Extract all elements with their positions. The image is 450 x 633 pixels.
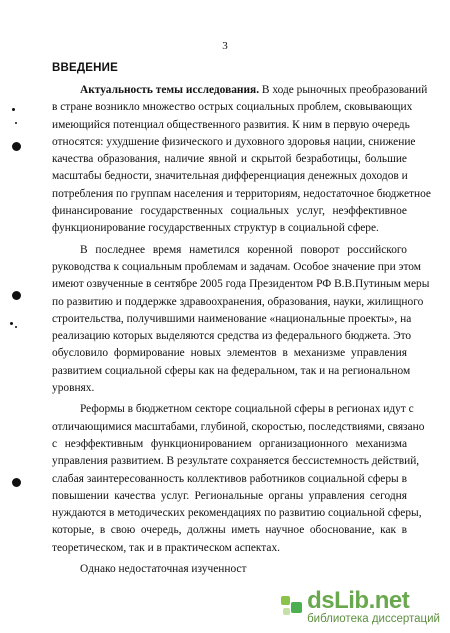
paragraph-line: потребления по группам населения и территориям, недостаточное бюджетное [52, 187, 431, 200]
paragraph-line: развитием социальной сферы как на федеральном, так и на региональном [52, 364, 411, 377]
scan-mark [10, 322, 13, 325]
paragraph-line: относятся: ухудшение физического и духовного здоровья нации, снижение [52, 135, 416, 148]
paragraph-line: обусловило формирование новых элементов в механизме управления [52, 347, 407, 360]
paragraph-line: Реформы в бюджетном секторе социальной сферы в регионах идут с [80, 403, 414, 416]
paragraph-line: повышении качества услуг. Региональные органы управления сегодня [52, 489, 407, 502]
paragraph-line: нуждаются в методических рекомендациях по развитию социальной сферы, [52, 507, 422, 520]
paragraph-line: масштабы бедности, значительная дифференциация денежных доходов и [52, 170, 408, 183]
paragraph-line: имеют озвученные в сентябре 2005 года Президентом РФ В.В.Путиным меры [52, 278, 430, 291]
paragraph-line: которые, в свою очередь, должны иметь научное обоснование, как в [52, 524, 407, 537]
paragraph-line: финансирование государственных социальных услуг, неэффективное [52, 205, 407, 218]
paragraph-line: функционирование государственных структур в социальной сфере. [52, 222, 379, 235]
document-body [52, 82, 431, 578]
site-watermark [281, 586, 440, 626]
paragraph-line: слабая заинтересованность коллективов работников социальной сферы в [52, 472, 407, 485]
paragraph-line: реализацию которых выделяются средства из федерального бюджета. Это [52, 330, 412, 343]
watermark-site-name: dsLib.net [307, 586, 410, 614]
scan-mark [15, 326, 17, 328]
paragraph-line: уровнях. [52, 382, 95, 395]
paragraph-line: управления развитием. В результате сохраняется бессистемность действий, [52, 455, 420, 468]
scan-hole-mark [12, 478, 21, 487]
paragraph-lead: Актуальность темы исследования. [80, 84, 260, 96]
paragraph-line: Однако недостаточная изученност [80, 563, 247, 576]
scan-mark [15, 122, 17, 124]
scan-hole-mark [12, 291, 21, 300]
paragraph-line: Актуальность темы исследования. В ходе рыночных преобразований [80, 84, 428, 96]
watermark-subtitle: библиотека диссертаций [307, 612, 440, 625]
paragraph-line: по развитию и поддержке здравоохранения, образования, науки, жилищного [52, 295, 424, 308]
page-number: 3 [222, 40, 228, 52]
paragraph-line: с неэффективным функционированием организационного механизма [52, 437, 407, 450]
scan-mark [12, 108, 15, 111]
section-heading: ВВЕДЕНИЕ [52, 62, 118, 74]
paragraph-line: имеющийся потенциал общественного развития. К ним в первую очередь [52, 118, 410, 131]
paragraph-line: теоретическом, так и в практическом аспектах. [52, 541, 281, 554]
paragraph-line: строительства, получившими наименование «национальные проекты», на [52, 312, 412, 325]
dslib-logo-icon [281, 594, 303, 620]
paragraph-line: качества образования, наличие явной и скрытой безработицы, большие [52, 153, 407, 166]
scan-hole-mark [12, 142, 21, 151]
paragraph-line: отличающимися масштабами, глубиной, скоростью, последствиями, связано [52, 420, 425, 433]
paragraph-line: в стране возникло множество острых социальных проблем, сковывающих [52, 101, 413, 114]
paragraph-line: В последнее время наметился коренной поворот российского [80, 243, 407, 256]
paragraph-line: руководства к социальным проблемам и задачам. Особое значение при этом [52, 260, 421, 273]
